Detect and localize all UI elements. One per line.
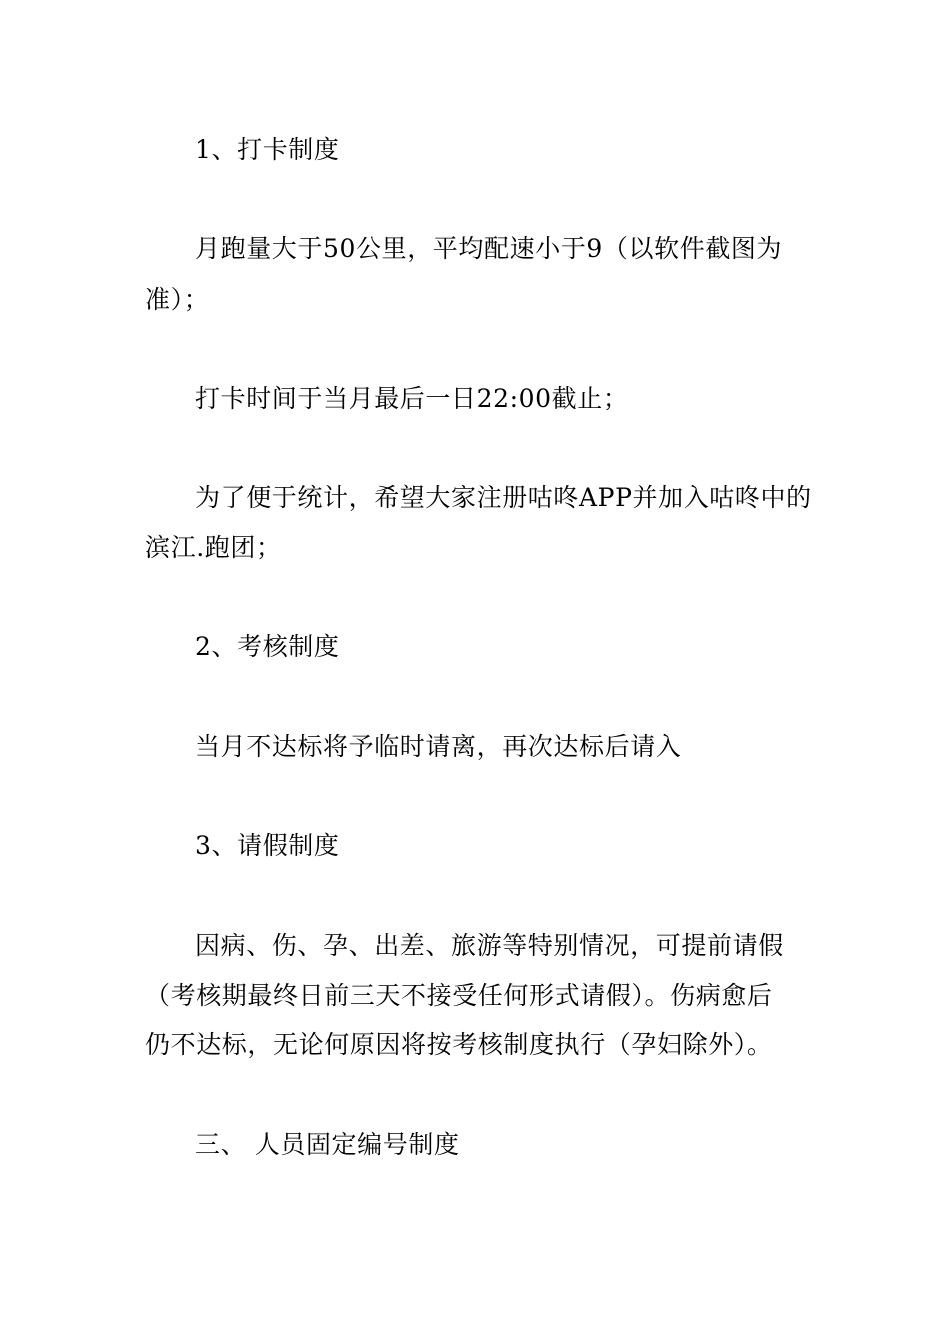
paragraph-leave-continued-2: 仍不达标，无论何原因将按考核制度执行（孕妇除外）。 — [145, 1030, 773, 1059]
heading-assessment-rules: 2、考核制度 — [195, 632, 340, 661]
heading-leave-rules: 3、请假制度 — [195, 831, 340, 860]
paragraph-leave-continued-1: （考核期最终日前三天不接受任何形式请假）。伤病愈后 — [145, 981, 773, 1010]
heading-check-in-rules: 1、打卡制度 — [195, 135, 340, 164]
paragraph-app-registration-continued: 滨江.跑团； — [145, 533, 282, 562]
paragraph-app-registration: 为了便于统计，希望大家注册咕咚APP并加入咕咚中的 — [195, 483, 812, 512]
section-heading-member-numbering: 三、 人员固定编号制度 — [195, 1130, 460, 1159]
paragraph-monthly-distance: 月跑量大于50公里，平均配速小于9（以软件截图为 — [195, 234, 783, 263]
paragraph-assessment: 当月不达标将予临时请离，再次达标后请入 — [195, 732, 682, 761]
paragraph-check-in-deadline: 打卡时间于当月最后一日22:00截止； — [195, 384, 629, 413]
paragraph-monthly-distance-continued: 准）； — [145, 285, 210, 314]
paragraph-leave: 因病、伤、孕、出差、旅游等特别情况，可提前请假 — [195, 931, 784, 960]
